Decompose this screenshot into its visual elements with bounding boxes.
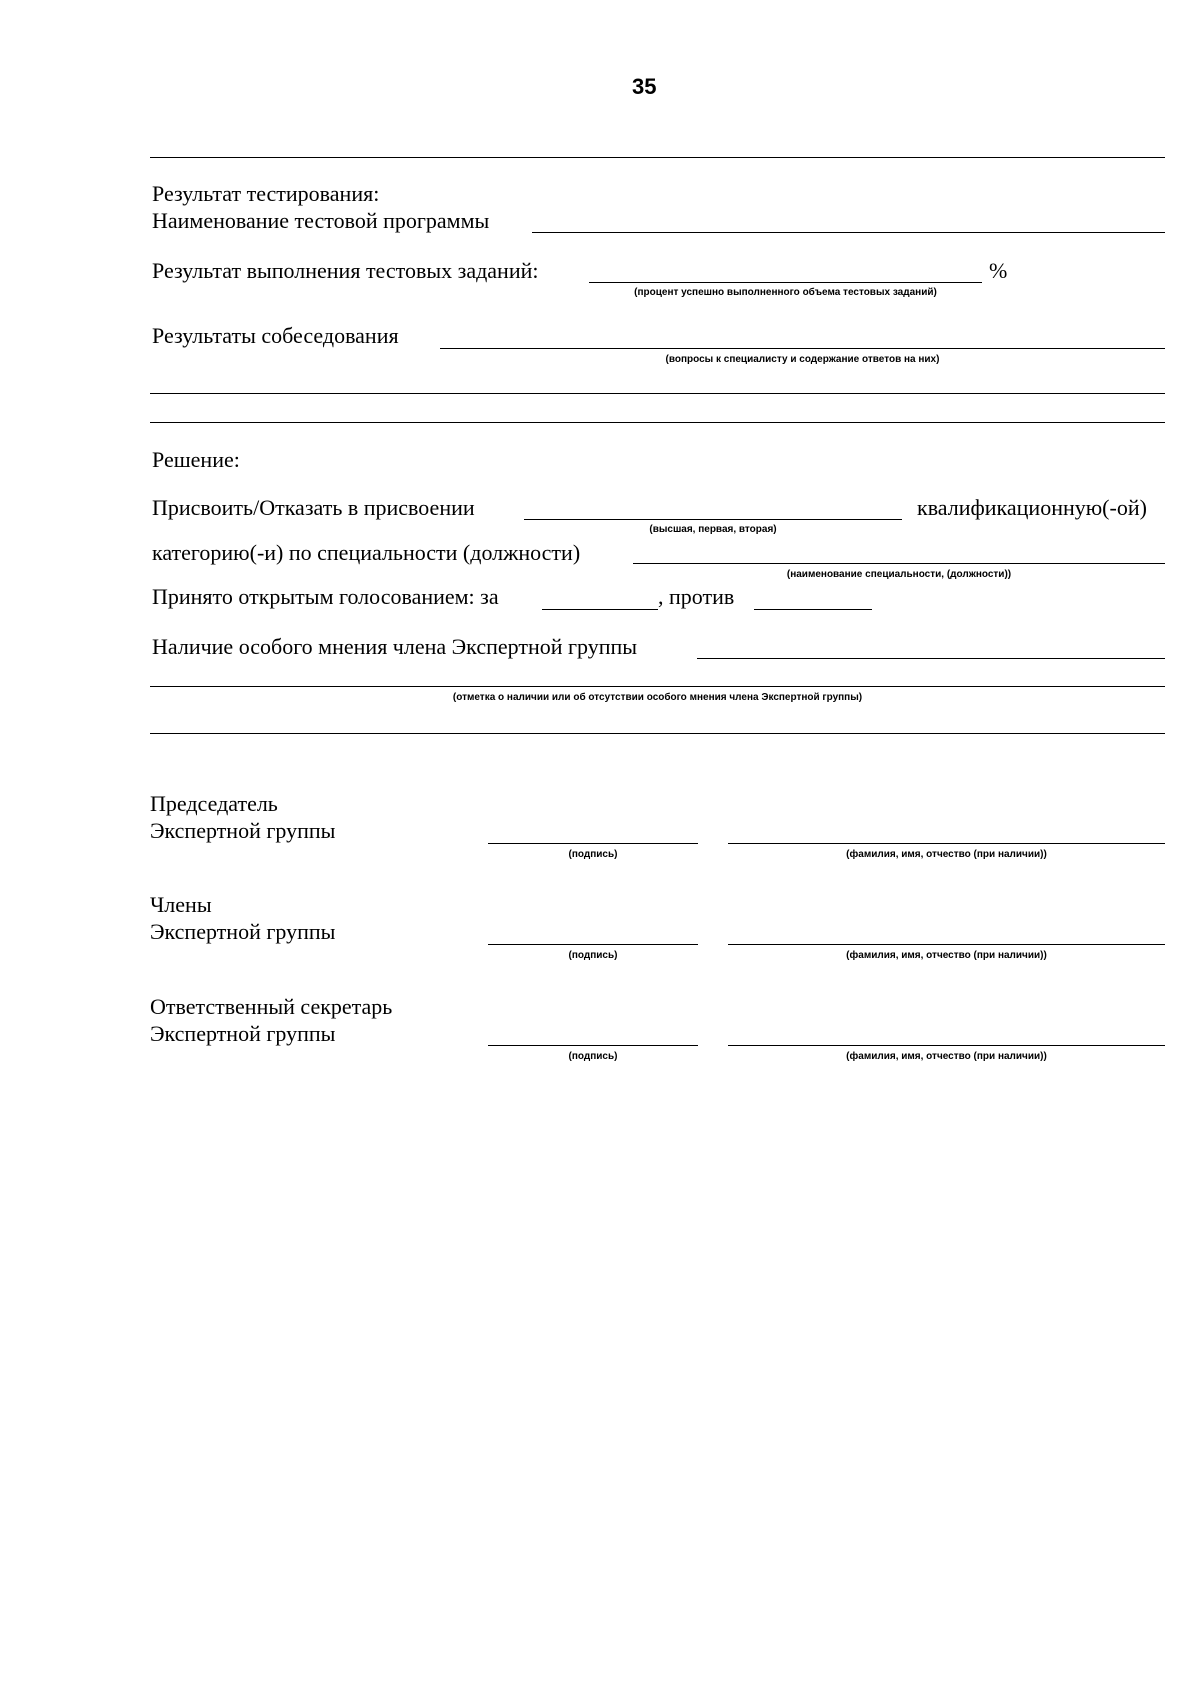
specialty-caption: (наименование специальности, (должности))	[786, 569, 1012, 580]
decision-heading: Решение:	[152, 447, 240, 472]
chairman-signature-caption: (подпись)	[568, 849, 618, 860]
assign-label: Присвоить/Отказать в присвоении	[152, 495, 475, 520]
votes-against-field[interactable]	[754, 609, 872, 610]
chairman-role-line1: Председатель	[150, 791, 278, 816]
chairman-role-line2: Экспертной группы	[150, 818, 336, 843]
opinion-field-2[interactable]	[150, 686, 1165, 687]
interview-field-3[interactable]	[150, 422, 1165, 423]
chairman-signature-field[interactable]	[488, 843, 698, 844]
tasks-result-caption: (процент успешно выполненного объема тестовых заданий)	[634, 287, 937, 298]
opinion-label: Наличие особого мнения члена Экспертной группы	[152, 634, 638, 659]
against-label: , против	[658, 584, 735, 609]
opinion-field[interactable]	[697, 658, 1165, 659]
test-program-field[interactable]	[532, 232, 1165, 233]
members-role-line2: Экспертной группы	[150, 919, 336, 944]
votes-for-field[interactable]	[542, 609, 658, 610]
chairman-name-caption: (фамилия, имя, отчество (при наличии))	[846, 849, 1047, 860]
specialty-label: категорию(-и) по специальности (должности)	[152, 540, 581, 565]
members-name-caption: (фамилия, имя, отчество (при наличии))	[846, 950, 1047, 961]
interview-label: Результаты собеседования	[152, 323, 399, 348]
secretary-signature-caption: (подпись)	[568, 1051, 618, 1062]
members-signature-caption: (подпись)	[568, 950, 618, 961]
secretary-signature-field[interactable]	[488, 1045, 698, 1046]
interview-caption: (вопросы к специалисту и содержание ответов на них)	[665, 354, 940, 365]
interview-field[interactable]	[440, 348, 1165, 349]
tasks-result-label: Результат выполнения тестовых заданий:	[152, 258, 539, 283]
page-number: 35	[632, 74, 657, 99]
secretary-role-line1: Ответственный секретарь	[150, 994, 393, 1019]
members-name-field[interactable]	[728, 944, 1165, 945]
category-caption: (высшая, первая, вторая)	[649, 524, 777, 535]
members-role-line1: Члены	[150, 892, 212, 917]
specialty-field[interactable]	[633, 563, 1165, 564]
qualification-word: квалификационную(-ой)	[917, 495, 1147, 520]
vote-label: Принято открытым голосованием: за	[152, 584, 499, 609]
interview-field-2[interactable]	[150, 393, 1165, 394]
opinion-field-3[interactable]	[150, 733, 1165, 734]
chairman-name-field[interactable]	[728, 843, 1165, 844]
secretary-role-line2: Экспертной группы	[150, 1021, 336, 1046]
category-field[interactable]	[524, 519, 902, 520]
opinion-caption: (отметка о наличии или об отсутствии особого мнения члена Экспертной группы)	[452, 692, 863, 703]
members-signature-field[interactable]	[488, 944, 698, 945]
top-rule	[150, 157, 1165, 158]
testing-heading: Результат тестирования:	[152, 181, 380, 206]
percent-sign: %	[989, 258, 1008, 283]
secretary-name-field[interactable]	[728, 1045, 1165, 1046]
tasks-result-field[interactable]	[589, 282, 982, 283]
secretary-name-caption: (фамилия, имя, отчество (при наличии))	[846, 1051, 1047, 1062]
test-program-label: Наименование тестовой программы	[152, 208, 490, 233]
